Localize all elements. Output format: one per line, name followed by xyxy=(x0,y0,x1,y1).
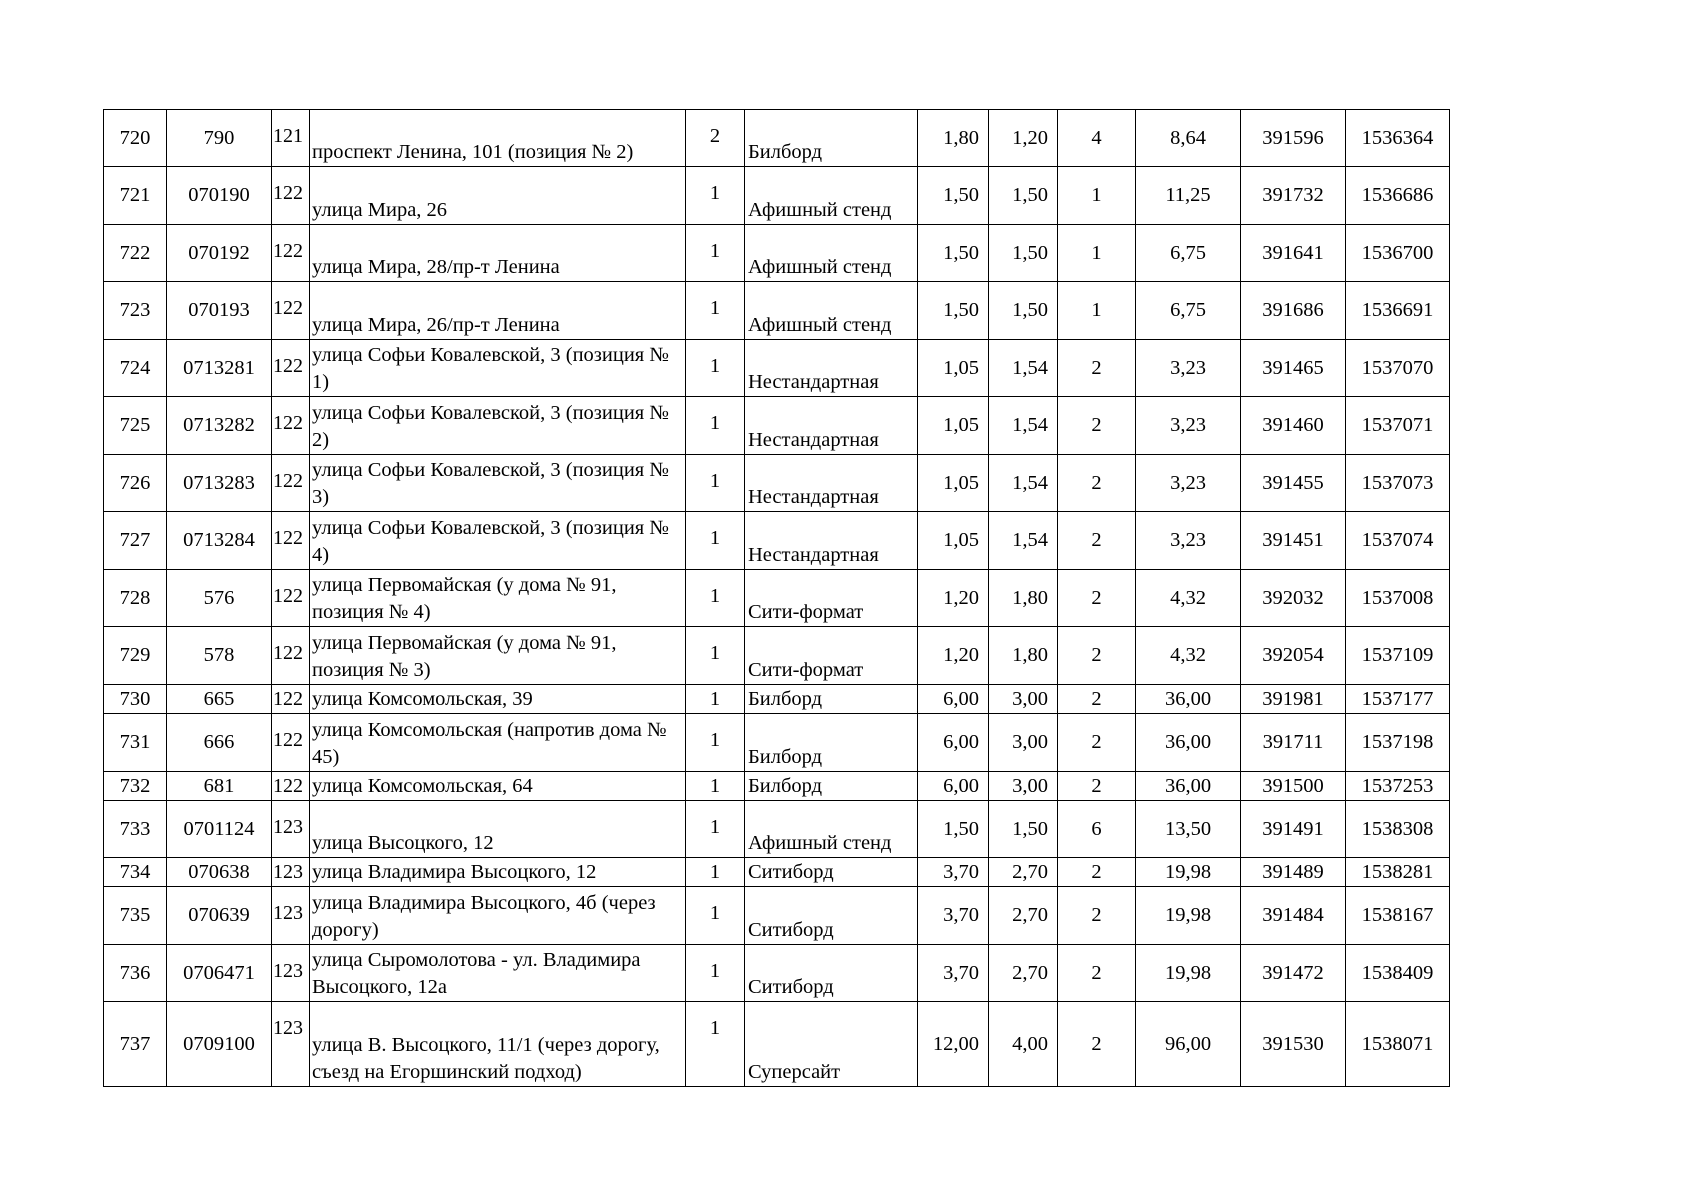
cell-coord-y: 1537070 xyxy=(1346,340,1450,397)
cell-sides: 1 xyxy=(1058,225,1136,282)
cell-structure-type: Билборд xyxy=(745,110,918,167)
cell-coord-x: 391460 xyxy=(1241,397,1346,455)
cell-coord-y: 1537071 xyxy=(1346,397,1450,455)
cell-structure-type: Билборд xyxy=(745,685,918,714)
cell-zone: 123 xyxy=(272,945,310,1002)
cell-coord-y: 1538409 xyxy=(1346,945,1450,1002)
cell-zone: 122 xyxy=(272,570,310,627)
cell-structure-code: 578 xyxy=(167,627,272,685)
table-row xyxy=(104,858,1450,887)
cell-zone: 122 xyxy=(272,225,310,282)
cell-structure-code: 0713283 xyxy=(167,455,272,512)
cell-sides: 4 xyxy=(1058,110,1136,167)
advertising-structures-table xyxy=(103,109,1450,1087)
cell-structure-code: 070193 xyxy=(167,282,272,340)
cell-area: 11,25 xyxy=(1136,167,1241,225)
cell-width: 12,00 xyxy=(918,1002,989,1087)
cell-quantity: 2 xyxy=(686,110,745,167)
cell-width: 6,00 xyxy=(918,714,989,772)
cell-area: 19,98 xyxy=(1136,887,1241,945)
cell-row-number: 723 xyxy=(104,282,167,340)
cell-height: 1,50 xyxy=(989,225,1058,282)
cell-coord-y: 1536700 xyxy=(1346,225,1450,282)
cell-structure-code: 681 xyxy=(167,772,272,801)
cell-structure-type: Афишный стенд xyxy=(745,167,918,225)
table-row xyxy=(104,110,1450,167)
table-row xyxy=(104,397,1450,455)
cell-quantity: 1 xyxy=(686,282,745,340)
cell-coord-y: 1537253 xyxy=(1346,772,1450,801)
table-row xyxy=(104,801,1450,858)
cell-structure-type: Нестандартная xyxy=(745,512,918,570)
cell-quantity: 1 xyxy=(686,772,745,801)
cell-structure-type: Афишный стенд xyxy=(745,225,918,282)
cell-quantity: 1 xyxy=(686,627,745,685)
cell-structure-code: 576 xyxy=(167,570,272,627)
cell-zone: 122 xyxy=(272,714,310,772)
cell-height: 1,50 xyxy=(989,801,1058,858)
cell-structure-type: Сити-формат xyxy=(745,570,918,627)
cell-address: улица Софьи Ковалевской, 3 (позиция № 1) xyxy=(310,340,686,397)
cell-zone: 122 xyxy=(272,167,310,225)
cell-row-number: 727 xyxy=(104,512,167,570)
cell-sides: 2 xyxy=(1058,887,1136,945)
cell-area: 36,00 xyxy=(1136,685,1241,714)
cell-height: 2,70 xyxy=(989,858,1058,887)
cell-structure-type: Билборд xyxy=(745,714,918,772)
cell-zone: 123 xyxy=(272,858,310,887)
cell-coord-x: 391484 xyxy=(1241,887,1346,945)
cell-zone: 123 xyxy=(272,801,310,858)
cell-row-number: 728 xyxy=(104,570,167,627)
cell-width: 1,20 xyxy=(918,570,989,627)
cell-structure-code: 790 xyxy=(167,110,272,167)
cell-area: 3,23 xyxy=(1136,397,1241,455)
cell-area: 3,23 xyxy=(1136,512,1241,570)
cell-sides: 2 xyxy=(1058,512,1136,570)
cell-quantity: 1 xyxy=(686,340,745,397)
table-row xyxy=(104,282,1450,340)
cell-structure-type: Суперсайт xyxy=(745,1002,918,1087)
cell-structure-code: 0713284 xyxy=(167,512,272,570)
table-row xyxy=(104,714,1450,772)
cell-width: 1,05 xyxy=(918,455,989,512)
cell-row-number: 724 xyxy=(104,340,167,397)
cell-width: 6,00 xyxy=(918,772,989,801)
cell-area: 36,00 xyxy=(1136,714,1241,772)
cell-quantity: 1 xyxy=(686,887,745,945)
cell-height: 1,50 xyxy=(989,167,1058,225)
cell-coord-y: 1536686 xyxy=(1346,167,1450,225)
table-row xyxy=(104,570,1450,627)
cell-sides: 2 xyxy=(1058,455,1136,512)
cell-coord-x: 391500 xyxy=(1241,772,1346,801)
cell-structure-type: Нестандартная xyxy=(745,340,918,397)
cell-address: улица Владимира Высоцкого, 12 xyxy=(310,858,686,887)
cell-height: 1,80 xyxy=(989,627,1058,685)
cell-coord-x: 391455 xyxy=(1241,455,1346,512)
cell-width: 3,70 xyxy=(918,945,989,1002)
cell-sides: 6 xyxy=(1058,801,1136,858)
cell-height: 3,00 xyxy=(989,714,1058,772)
cell-width: 6,00 xyxy=(918,685,989,714)
cell-area: 6,75 xyxy=(1136,225,1241,282)
cell-structure-code: 070638 xyxy=(167,858,272,887)
cell-coord-x: 391596 xyxy=(1241,110,1346,167)
cell-area: 96,00 xyxy=(1136,1002,1241,1087)
cell-zone: 122 xyxy=(272,772,310,801)
cell-coord-y: 1536691 xyxy=(1346,282,1450,340)
cell-coord-y: 1537008 xyxy=(1346,570,1450,627)
cell-zone: 122 xyxy=(272,340,310,397)
cell-height: 1,54 xyxy=(989,512,1058,570)
cell-coord-y: 1537109 xyxy=(1346,627,1450,685)
cell-zone: 122 xyxy=(272,397,310,455)
cell-width: 1,50 xyxy=(918,225,989,282)
table-row xyxy=(104,685,1450,714)
cell-address: улица Комсомольская, 64 xyxy=(310,772,686,801)
cell-width: 1,50 xyxy=(918,282,989,340)
cell-quantity: 1 xyxy=(686,512,745,570)
cell-structure-code: 666 xyxy=(167,714,272,772)
cell-width: 3,70 xyxy=(918,858,989,887)
table-row xyxy=(104,225,1450,282)
cell-structure-code: 0713281 xyxy=(167,340,272,397)
cell-sides: 2 xyxy=(1058,340,1136,397)
cell-area: 4,32 xyxy=(1136,627,1241,685)
cell-structure-type: Сити-формат xyxy=(745,627,918,685)
cell-height: 4,00 xyxy=(989,1002,1058,1087)
table-row xyxy=(104,945,1450,1002)
cell-width: 1,80 xyxy=(918,110,989,167)
cell-address: улица Комсомольская (напротив дома № 45) xyxy=(310,714,686,772)
table-row xyxy=(104,1002,1450,1087)
cell-address: улица Мира, 28/пр-т Ленина xyxy=(310,225,686,282)
cell-coord-x: 391491 xyxy=(1241,801,1346,858)
cell-area: 19,98 xyxy=(1136,945,1241,1002)
cell-row-number: 721 xyxy=(104,167,167,225)
cell-structure-type: Нестандартная xyxy=(745,455,918,512)
cell-zone: 122 xyxy=(272,627,310,685)
cell-row-number: 732 xyxy=(104,772,167,801)
cell-zone: 123 xyxy=(272,1002,310,1087)
cell-coord-x: 392054 xyxy=(1241,627,1346,685)
table-row xyxy=(104,627,1450,685)
cell-row-number: 726 xyxy=(104,455,167,512)
cell-width: 1,05 xyxy=(918,512,989,570)
cell-coord-x: 392032 xyxy=(1241,570,1346,627)
cell-sides: 2 xyxy=(1058,1002,1136,1087)
cell-width: 1,50 xyxy=(918,801,989,858)
cell-area: 13,50 xyxy=(1136,801,1241,858)
cell-width: 3,70 xyxy=(918,887,989,945)
cell-area: 3,23 xyxy=(1136,340,1241,397)
cell-coord-y: 1537177 xyxy=(1346,685,1450,714)
cell-address: улица Мира, 26 xyxy=(310,167,686,225)
cell-area: 19,98 xyxy=(1136,858,1241,887)
cell-width: 1,50 xyxy=(918,167,989,225)
cell-height: 3,00 xyxy=(989,772,1058,801)
cell-sides: 2 xyxy=(1058,714,1136,772)
cell-quantity: 1 xyxy=(686,1002,745,1087)
table-row xyxy=(104,167,1450,225)
cell-structure-type: Ситиборд xyxy=(745,887,918,945)
cell-quantity: 1 xyxy=(686,685,745,714)
cell-area: 6,75 xyxy=(1136,282,1241,340)
cell-quantity: 1 xyxy=(686,167,745,225)
cell-height: 2,70 xyxy=(989,945,1058,1002)
cell-quantity: 1 xyxy=(686,858,745,887)
cell-address: улица Сыромолотова - ул. Владимира Высоцкого, 12а xyxy=(310,945,686,1002)
cell-sides: 1 xyxy=(1058,167,1136,225)
cell-sides: 2 xyxy=(1058,945,1136,1002)
cell-quantity: 1 xyxy=(686,714,745,772)
cell-structure-code: 665 xyxy=(167,685,272,714)
cell-zone: 121 xyxy=(272,110,310,167)
cell-structure-code: 0706471 xyxy=(167,945,272,1002)
cell-coord-y: 1537073 xyxy=(1346,455,1450,512)
cell-structure-type: Афишный стенд xyxy=(745,801,918,858)
cell-address: улица Мира, 26/пр-т Ленина xyxy=(310,282,686,340)
cell-area: 3,23 xyxy=(1136,455,1241,512)
cell-structure-type: Ситиборд xyxy=(745,858,918,887)
cell-coord-x: 391981 xyxy=(1241,685,1346,714)
cell-quantity: 1 xyxy=(686,801,745,858)
cell-address: улица Софьи Ковалевской, 3 (позиция № 4) xyxy=(310,512,686,570)
cell-row-number: 720 xyxy=(104,110,167,167)
cell-row-number: 731 xyxy=(104,714,167,772)
cell-width: 1,20 xyxy=(918,627,989,685)
cell-structure-type: Нестандартная xyxy=(745,397,918,455)
cell-zone: 122 xyxy=(272,455,310,512)
cell-row-number: 730 xyxy=(104,685,167,714)
cell-structure-code: 070639 xyxy=(167,887,272,945)
cell-structure-type: Афишный стенд xyxy=(745,282,918,340)
cell-height: 1,80 xyxy=(989,570,1058,627)
cell-area: 36,00 xyxy=(1136,772,1241,801)
cell-height: 1,50 xyxy=(989,282,1058,340)
cell-coord-x: 391711 xyxy=(1241,714,1346,772)
cell-row-number: 734 xyxy=(104,858,167,887)
table-row xyxy=(104,455,1450,512)
cell-width: 1,05 xyxy=(918,340,989,397)
cell-sides: 2 xyxy=(1058,397,1136,455)
cell-zone: 123 xyxy=(272,887,310,945)
cell-structure-code: 070192 xyxy=(167,225,272,282)
cell-zone: 122 xyxy=(272,685,310,714)
cell-coord-x: 391686 xyxy=(1241,282,1346,340)
cell-coord-x: 391489 xyxy=(1241,858,1346,887)
cell-address: улица Софьи Ковалевской, 3 (позиция № 3) xyxy=(310,455,686,512)
cell-coord-y: 1538308 xyxy=(1346,801,1450,858)
table-row xyxy=(104,772,1450,801)
cell-row-number: 737 xyxy=(104,1002,167,1087)
table-row xyxy=(104,340,1450,397)
cell-quantity: 1 xyxy=(686,455,745,512)
cell-coord-y: 1537198 xyxy=(1346,714,1450,772)
cell-coord-x: 391732 xyxy=(1241,167,1346,225)
cell-width: 1,05 xyxy=(918,397,989,455)
cell-quantity: 1 xyxy=(686,570,745,627)
table-row xyxy=(104,512,1450,570)
cell-address: улица Комсомольская, 39 xyxy=(310,685,686,714)
cell-row-number: 736 xyxy=(104,945,167,1002)
cell-row-number: 733 xyxy=(104,801,167,858)
cell-address: улица Высоцкого, 12 xyxy=(310,801,686,858)
cell-sides: 2 xyxy=(1058,627,1136,685)
cell-coord-y: 1538071 xyxy=(1346,1002,1450,1087)
cell-sides: 2 xyxy=(1058,685,1136,714)
cell-structure-code: 070190 xyxy=(167,167,272,225)
cell-coord-x: 391465 xyxy=(1241,340,1346,397)
cell-structure-type: Билборд xyxy=(745,772,918,801)
cell-quantity: 1 xyxy=(686,945,745,1002)
cell-area: 4,32 xyxy=(1136,570,1241,627)
cell-row-number: 725 xyxy=(104,397,167,455)
cell-sides: 2 xyxy=(1058,570,1136,627)
cell-address: проспект Ленина, 101 (позиция № 2) xyxy=(310,110,686,167)
cell-address: улица В. Высоцкого, 11/1 (через дорогу, съезд на Егоршинский подход) xyxy=(310,1002,686,1087)
cell-height: 1,54 xyxy=(989,397,1058,455)
cell-address: улица Первомайская (у дома № 91, позиция № 3) xyxy=(310,627,686,685)
cell-row-number: 735 xyxy=(104,887,167,945)
cell-address: улица Софьи Ковалевской, 3 (позиция № 2) xyxy=(310,397,686,455)
cell-quantity: 1 xyxy=(686,225,745,282)
cell-structure-code: 0713282 xyxy=(167,397,272,455)
cell-sides: 1 xyxy=(1058,282,1136,340)
cell-coord-x: 391472 xyxy=(1241,945,1346,1002)
cell-height: 3,00 xyxy=(989,685,1058,714)
cell-height: 1,54 xyxy=(989,340,1058,397)
cell-height: 1,20 xyxy=(989,110,1058,167)
cell-structure-code: 0701124 xyxy=(167,801,272,858)
cell-height: 1,54 xyxy=(989,455,1058,512)
cell-coord-y: 1538281 xyxy=(1346,858,1450,887)
cell-address: улица Владимира Высоцкого, 4б (через дорогу) xyxy=(310,887,686,945)
cell-address: улица Первомайская (у дома № 91, позиция № 4) xyxy=(310,570,686,627)
cell-quantity: 1 xyxy=(686,397,745,455)
cell-coord-x: 391530 xyxy=(1241,1002,1346,1087)
cell-coord-y: 1537074 xyxy=(1346,512,1450,570)
cell-structure-type: Ситиборд xyxy=(745,945,918,1002)
cell-structure-code: 0709100 xyxy=(167,1002,272,1087)
cell-row-number: 722 xyxy=(104,225,167,282)
cell-sides: 2 xyxy=(1058,858,1136,887)
cell-height: 2,70 xyxy=(989,887,1058,945)
cell-coord-x: 391641 xyxy=(1241,225,1346,282)
cell-area: 8,64 xyxy=(1136,110,1241,167)
cell-coord-y: 1538167 xyxy=(1346,887,1450,945)
cell-sides: 2 xyxy=(1058,772,1136,801)
cell-zone: 122 xyxy=(272,512,310,570)
cell-coord-y: 1536364 xyxy=(1346,110,1450,167)
cell-row-number: 729 xyxy=(104,627,167,685)
cell-zone: 122 xyxy=(272,282,310,340)
cell-coord-x: 391451 xyxy=(1241,512,1346,570)
table-row xyxy=(104,887,1450,945)
